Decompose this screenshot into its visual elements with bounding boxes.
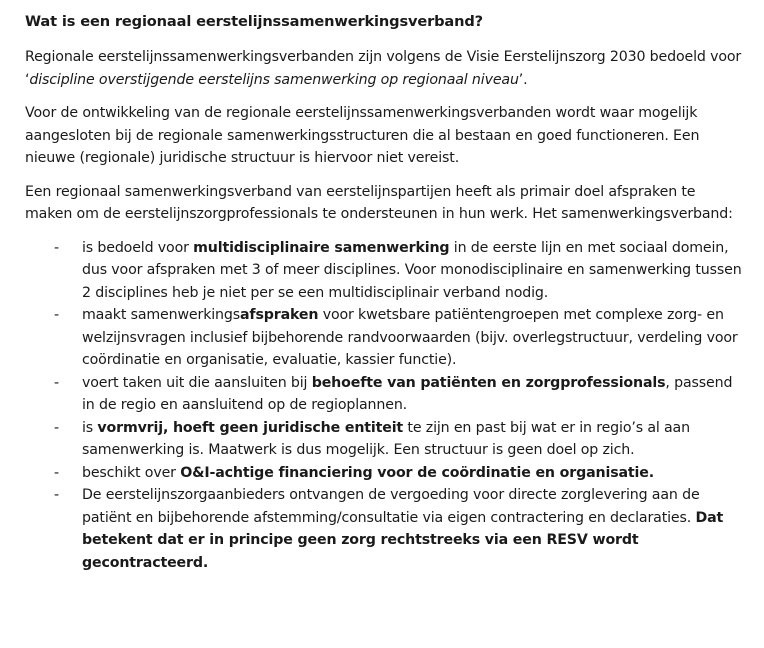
list-item-text: De eerstelijnszorgaanbieders ontvangen de vergoeding voor directe zorglevering aan de patiënt en bijbehorende afstemming/consultatie via eigen contractering en declaraties. [82,487,700,526]
intro-end: ’. [518,71,528,88]
list-item [25,462,744,485]
dash-bullet-icon: - [54,239,59,256]
list-item-bold: Dat betekent dat er in principe geen zorg rechtstreeks via een RESV wordt gecontracteerd. [82,509,724,571]
list-item-bold: vormvrij, hoeft geen juridische entiteit [97,419,404,436]
feature-list [25,237,744,575]
list-item-text: te zijn en past bij wat er in regio’s al aan samenwerking is. Maatwerk is dus mogelijk. Een structuur is geen doel op zich. [82,419,690,458]
development-paragraph: Voor de ontwikkeling van de regionale eerstelijnssamenwerkingsverbanden wordt waar mogelijk aangesloten bij de regionale samenwerkingsstructuren die al bestaan en goed functioneren. Een nieuwe (regionale) juridische structuur is hiervoor niet vereist. [25,105,700,166]
list-item-text: beschikt over [82,464,181,481]
list-item-text: is [82,419,98,436]
intro-paragraph [25,46,744,91]
list-item-text: , passend in de regio en aansluitend op de regioplannen. [82,374,733,413]
intro-quote: discipline overstijgende eerstelijns samenwerking op regionaal niveau [29,71,519,88]
list-item [25,304,744,372]
list-item-bold: behoefte van patiënten en zorgprofessionals [311,374,666,391]
list-item [25,484,744,574]
list-item-bold: multidisciplinaire samenwerking [193,239,450,256]
dash-bullet-icon: - [54,374,59,391]
section-heading: Wat is een regionaal eerstelijnssamenwerkingsverband? [25,13,483,30]
dash-bullet-icon: - [54,307,59,323]
list-item-text: in de eerste lijn en met sociaal domein, dus voor afspraken met 3 of meer disciplines. Voor monodisciplinaire en samenwerking tussen 2 disciplines heb je niet per se een multidisciplinair verband nodig. [82,239,742,301]
dash-bullet-icon: - [54,464,59,481]
intro-text: Regionale eerstelijnssamenwerkingsverbanden zijn volgens de Visie Eerstelijnszorg 2030 bedoeld voor ‘ [25,49,742,88]
list-item-text: maakt samenwerkings [82,307,240,323]
list-item-text: voert taken uit die aansluiten bij [82,374,312,391]
list-item-text: is bedoeld voor [82,239,194,256]
list-item-bold: afspraken [240,307,319,323]
goal-paragraph: Een regionaal samenwerkingsverband van eerstelijnspartijen heeft als primair doel afspraken te maken om de eerstelijnszorgprofessionals te ondersteunen in hun werk. Het samenwerkingsverband: [25,183,733,222]
dash-bullet-icon: - [54,419,59,436]
list-item-text: voor kwetsbare patiëntengroepen met complexe zorg- en welzijnsvragen inclusief bijbehorende randvoorwaarden (bijv. overlegstructuur, verdeling voor coördinatie en organisatie, evaluatie, kassier functie). [82,307,738,368]
dash-bullet-icon: - [54,487,59,503]
list-item [25,372,744,417]
list-item [25,237,744,305]
list-item [25,417,744,462]
list-item-bold: O&I-achtige financiering voor de coördinatie en organisatie. [180,464,654,481]
